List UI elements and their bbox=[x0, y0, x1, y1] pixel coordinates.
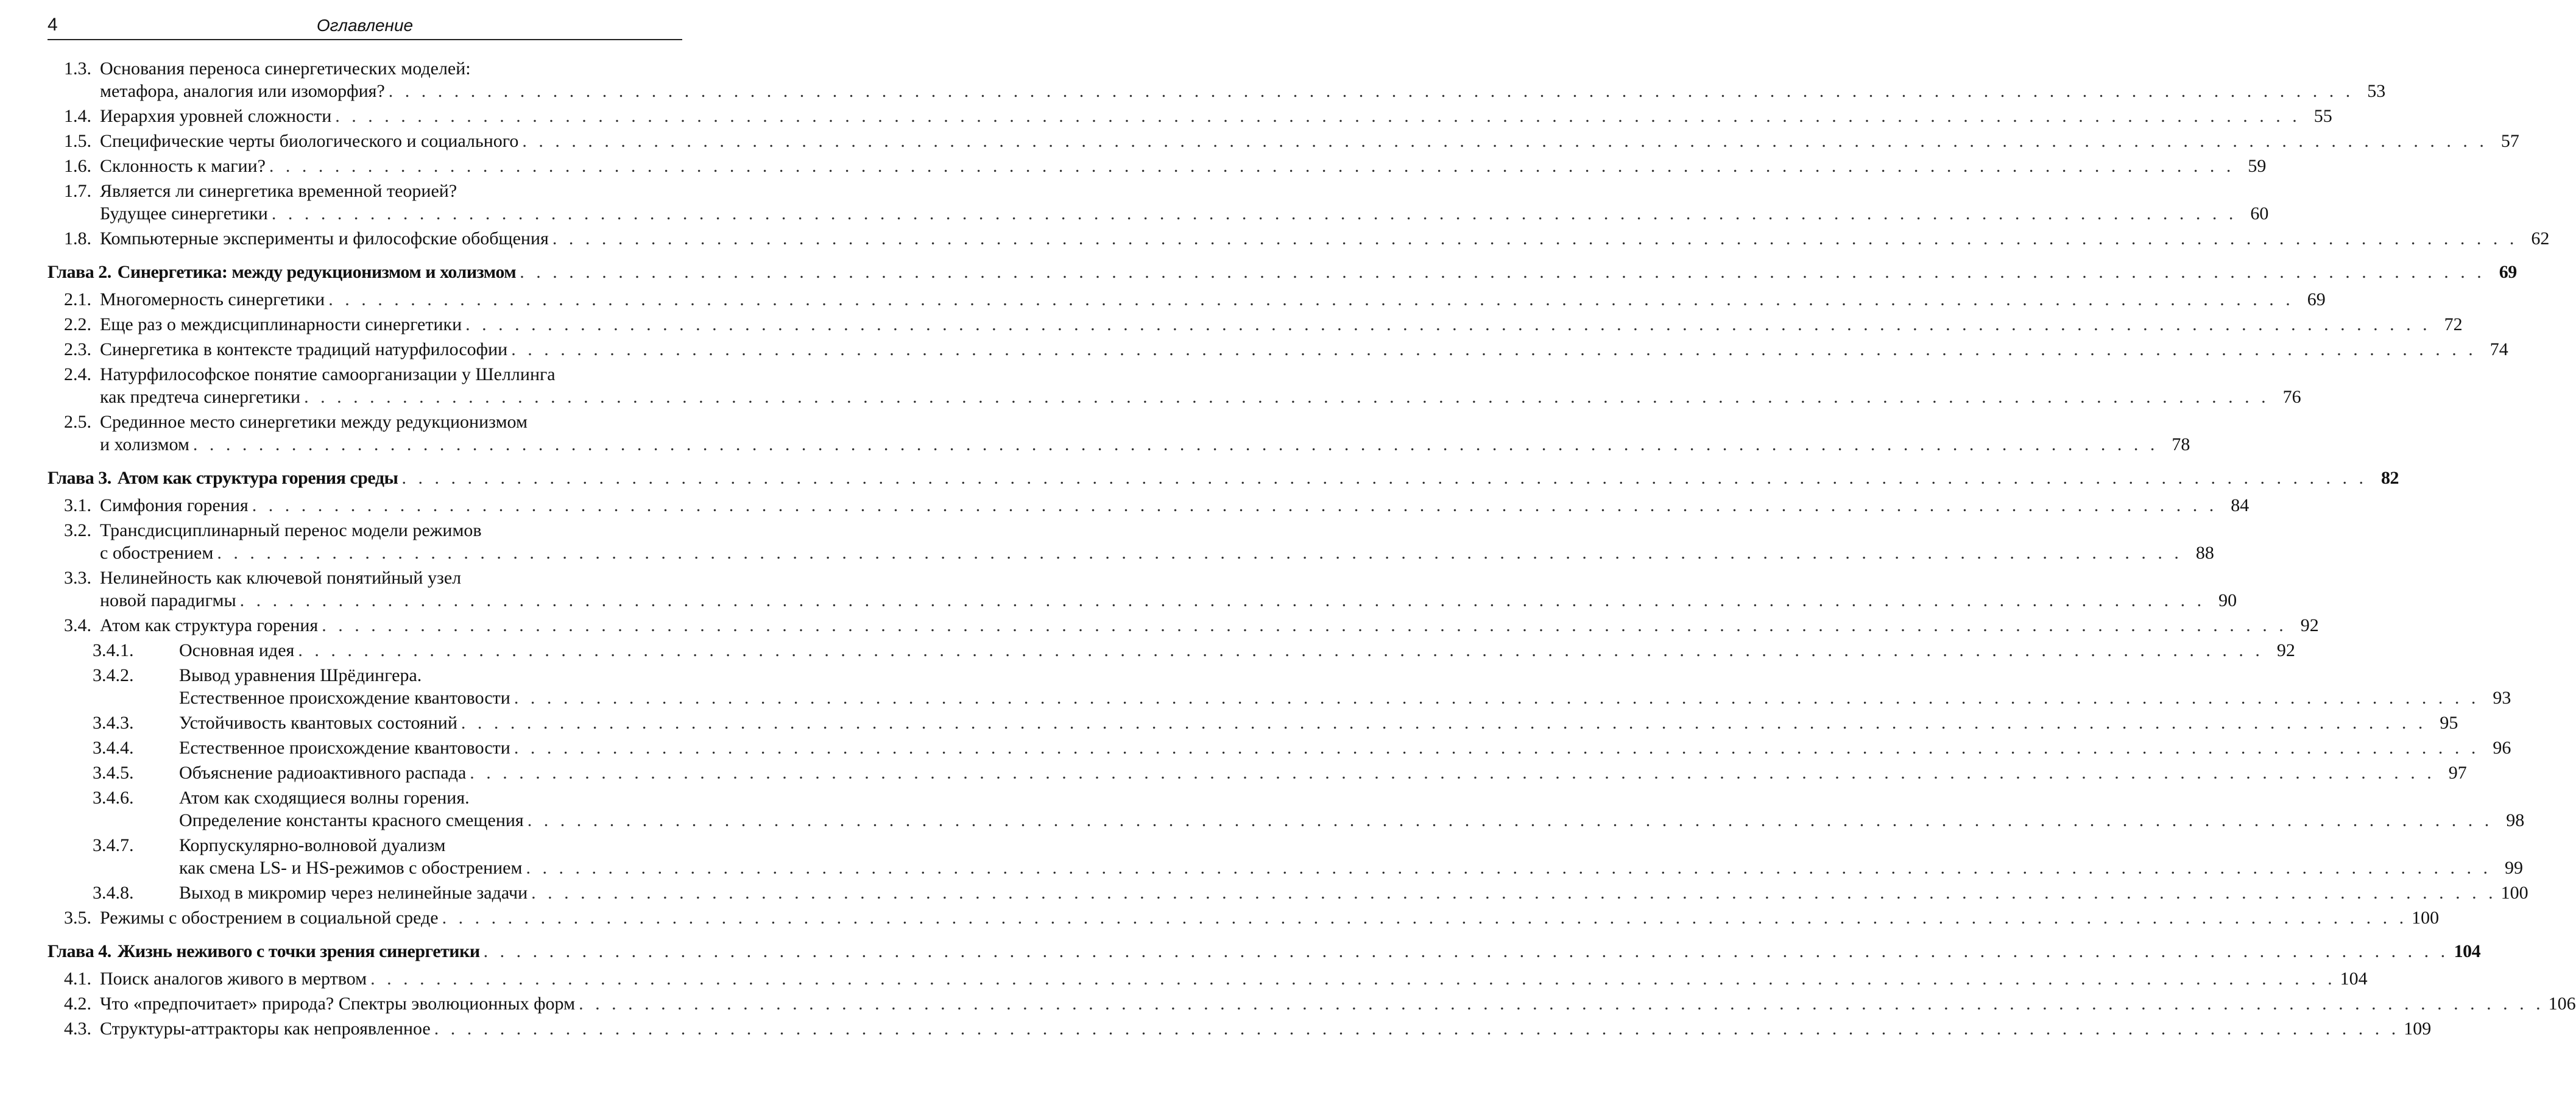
dot-leader: . . . . . . . . . . . . . . . . . . . . . . . . . . . . . . . . . . . . . . . . . . . . . . . . . . . . . . . . . . . . . . . . . . . . . . . . . . . . . . . . . . . . . . . . . . . . . . . . . . . . . . . . . . . . . . . . . . . . . . . . bbox=[370, 969, 2336, 989]
toc-entry-number: Глава 2. bbox=[48, 262, 111, 282]
toc-entry-line bbox=[117, 940, 2481, 963]
toc-entry-number: 3.1. bbox=[64, 495, 91, 515]
toc-subsection-entry[interactable] bbox=[48, 762, 2467, 784]
toc-entry-body bbox=[117, 940, 2481, 963]
toc-entry-number: 3.4.4. bbox=[93, 738, 134, 758]
toc-subsection-entry[interactable] bbox=[48, 882, 2528, 904]
toc-page-number: 109 bbox=[2404, 1019, 2432, 1039]
toc-page-number: 69 bbox=[2307, 289, 2326, 309]
toc-section-entry[interactable] bbox=[48, 288, 2326, 311]
toc-entry-line bbox=[100, 338, 2508, 361]
toc-entry-title: Еще раз о междисциплинарности синергетики bbox=[100, 314, 462, 334]
toc-entry-body bbox=[100, 155, 2267, 177]
toc-entry-number: 2.3. bbox=[64, 339, 91, 359]
running-head-title: Оглавление bbox=[316, 16, 414, 35]
toc-entry-number: 1.3. bbox=[64, 58, 91, 79]
toc-entry-body bbox=[179, 762, 2467, 784]
toc-entry-number: 2.4. bbox=[64, 364, 91, 384]
toc-entry-number: 3.3. bbox=[64, 568, 91, 588]
toc-entry-number: Глава 3. bbox=[48, 468, 111, 488]
toc-entry-number: 3.4.2. bbox=[93, 665, 134, 685]
toc-entry-title: Режимы с обострением в социальной среде bbox=[100, 908, 439, 928]
toc-entry-title: как предтеча синергетики bbox=[100, 387, 301, 407]
toc-chapter-entry[interactable] bbox=[48, 467, 2399, 489]
toc-entry-line bbox=[179, 882, 2528, 904]
toc-entry-line bbox=[100, 906, 2440, 929]
toc-section-entry[interactable] bbox=[48, 992, 2576, 1015]
toc-entry-number: 4.1. bbox=[64, 969, 91, 989]
toc-entry-line bbox=[100, 288, 2326, 311]
toc-entry-number: 3.4.6. bbox=[93, 788, 134, 808]
toc-entry-body bbox=[100, 57, 2386, 102]
toc-page-number: 93 bbox=[2493, 688, 2511, 708]
toc-entry-body bbox=[100, 519, 2214, 564]
toc-entry-body bbox=[179, 664, 2511, 709]
toc-page-number: 100 bbox=[2500, 883, 2528, 903]
dot-leader: . . . . . . . . . . . . . . . . . . . . . . . . . . . . . . . . . . . . . . . . . . . . . . . . . . . . . . . . . . . . . . . . . . . . . . . . . . . . . . . . . . . . . . . . . . . . . . . . . . . . . . . . . . . . . . . . . . . . . . . . bbox=[335, 106, 2301, 126]
toc-entry-number: 2.5. bbox=[64, 412, 91, 432]
toc-section-entry[interactable] bbox=[48, 130, 2519, 152]
toc-entry-line bbox=[100, 227, 2550, 250]
toc-page-number: 60 bbox=[2250, 203, 2269, 224]
toc-entry-body bbox=[179, 834, 2523, 879]
toc-entry-line bbox=[100, 433, 2190, 456]
toc-page-number: 69 bbox=[2499, 262, 2517, 282]
toc-entry-title: Синергетика в контексте традиций натурфилософии bbox=[100, 339, 508, 359]
toc-entry-line bbox=[179, 639, 2295, 662]
toc-entry-title-line: Трансдисциплинарный перенос модели режимов bbox=[100, 520, 482, 540]
toc-entry-body bbox=[179, 786, 2525, 832]
toc-entry-body bbox=[100, 494, 2250, 517]
toc-chapter-entry[interactable] bbox=[48, 261, 2517, 283]
toc-entry-title: Иерархия уровней сложности bbox=[100, 106, 332, 126]
toc-page-number: 97 bbox=[2448, 763, 2467, 783]
dot-leader: . . . . . . . . . . . . . . . . . . . . . . . . . . . . . . . . . . . . . . . . . . . . . . . . . . . . . . . . . . . . . . . . . . . . . . . . . . . . . . . . . . . . . . . . . . . . . . . . . . . . . . . . . . . . . . . . . . . . . . . . bbox=[442, 908, 2408, 928]
toc-entry-title: Устойчивость квантовых состояний bbox=[179, 713, 457, 733]
toc-entry-title: с обострением bbox=[100, 543, 214, 563]
toc-page-number: 84 bbox=[2231, 495, 2250, 515]
toc-page-number: 104 bbox=[2454, 941, 2481, 961]
toc-entry-line bbox=[179, 712, 2458, 734]
toc-section-entry[interactable] bbox=[48, 57, 2386, 102]
toc-entry-number: 1.8. bbox=[64, 228, 91, 249]
toc-entry-line bbox=[100, 1017, 2432, 1040]
toc-section-entry[interactable] bbox=[48, 338, 2508, 361]
toc-page-number: 106 bbox=[2548, 994, 2576, 1014]
toc-entry-title: Специфические черты биологического и социального bbox=[100, 131, 519, 151]
toc-entry-number: 4.3. bbox=[64, 1019, 91, 1039]
toc-entry-number: 2.2. bbox=[64, 314, 91, 334]
toc-entry-number: 1.7. bbox=[64, 181, 91, 201]
toc-entry-body bbox=[100, 363, 2301, 408]
dot-leader: . . . . . . . . . . . . . . . . . . . . . . . . . . . . . . . . . . . . . . . . . . . . . . . . . . . . . . . . . . . . . . . . . . . . . . . . . . . . . . . . . . . . . . . . . . . . . . . . . . . . . . . . . . . . . . . . . . . . . . . . bbox=[217, 543, 2183, 563]
toc-page-number: 104 bbox=[2340, 969, 2368, 989]
toc-entry-line bbox=[179, 762, 2467, 784]
dot-leader: . . . . . . . . . . . . . . . . . . . . . . . . . . . . . . . . . . . . . . . . . . . . . . . . . . . . . . . . . . . . . . . . . . . . . . . . . . . . . . . . . . . . . . . . . . . . . . . . . . . . . . . . . . . . . . . . . . . . . . . . bbox=[401, 468, 2367, 488]
toc-subsection-entry[interactable] bbox=[48, 639, 2295, 662]
toc-entry-line bbox=[100, 386, 2301, 408]
toc-entry-title: новой парадигмы bbox=[100, 590, 236, 610]
toc-entry-number: 3.5. bbox=[64, 908, 91, 928]
toc-entry-title: Атом как структура горения среды bbox=[117, 468, 398, 488]
toc-entry-line bbox=[100, 80, 2386, 102]
toc-section-entry[interactable] bbox=[48, 155, 2267, 177]
toc-page-number: 78 bbox=[2172, 434, 2190, 454]
toc-section-entry[interactable] bbox=[48, 227, 2550, 250]
toc-chapter-entry[interactable] bbox=[48, 940, 2481, 963]
toc-page-number: 99 bbox=[2504, 858, 2523, 878]
dot-leader: . . . . . . . . . . . . . . . . . . . . . . . . . . . . . . . . . . . . . . . . . . . . . . . . . . . . . . . . . . . . . . . . . . . . . . . . . . . . . . . . . . . . . . . . . . . . . . . . . . . . . . . . . . . . . . . . . . . . . . . . bbox=[322, 615, 2287, 635]
toc-section-entry[interactable] bbox=[48, 180, 2269, 225]
toc-entry-title: Объяснение радиоактивного распада bbox=[179, 763, 467, 783]
toc-entry-title-line: Вывод уравнения Шрёдингера. bbox=[179, 665, 422, 685]
toc-section-entry[interactable] bbox=[48, 363, 2301, 408]
dot-leader: . . . . . . . . . . . . . . . . . . . . . . . . . . . . . . . . . . . . . . . . . . . . . . . . . . . . . . . . . . . . . . . . . . . . . . . . . . . . . . . . . . . . . . . . . . . . . . . . . . . . . . . . . . . . . . . . . . . . . . . . bbox=[520, 262, 2485, 282]
toc-entry-line bbox=[100, 202, 2269, 225]
toc-entry-title: Поиск аналогов живого в мертвом bbox=[100, 969, 367, 989]
table-of-contents bbox=[48, 57, 2576, 1042]
dot-leader: . . . . . . . . . . . . . . . . . . . . . . . . . . . . . . . . . . . . . . . . . . . . . . . . . . . . . . . . . . . . . . . . . . . . . . . . . . . . . . . . . . . . . . . . . . . . . . . . . . . . . . . . . . . . . . . . . . . . . . . . bbox=[522, 131, 2488, 151]
toc-entry-body bbox=[100, 614, 2319, 637]
toc-entry-body bbox=[100, 411, 2190, 456]
toc-page-number: 88 bbox=[2195, 543, 2214, 563]
toc-entry-title: метафора, аналогия или изоморфия? bbox=[100, 81, 385, 101]
toc-entry-title-line: Срединное место синергетики между редукционизмом bbox=[100, 412, 528, 432]
toc-entry-title: Естественное происхождение квантовости bbox=[179, 688, 510, 708]
toc-entry-body bbox=[100, 180, 2269, 225]
dot-leader: . . . . . . . . . . . . . . . . . . . . . . . . . . . . . . . . . . . . . . . . . . . . . . . . . . . . . . . . . . . . . . . . . . . . . . . . . . . . . . . . . . . . . . . . . . . . . . . . . . . . . . . . . . . . . . . . . . . . . . . . bbox=[513, 688, 2480, 708]
toc-entry-body bbox=[100, 130, 2519, 152]
dot-leader: . . . . . . . . . . . . . . . . . . . . . . . . . . . . . . . . . . . . . . . . . . . . . . . . . . . . . . . . . . . . . . . . . . . . . . . . . . . . . . . . . . . . . . . . . . . . . . . . . . . . . . . . . . . . . . . . . . . . . . . . bbox=[271, 203, 2237, 224]
toc-entry-body bbox=[100, 227, 2550, 250]
toc-page-number: 100 bbox=[2412, 908, 2440, 928]
toc-entry-title: Основная идея bbox=[179, 640, 295, 660]
toc-entry-line bbox=[100, 589, 2237, 612]
dot-leader: . . . . . . . . . . . . . . . . . . . . . . . . . . . . . . . . . . . . . . . . . . . . . . . . . . . . . . . . . . . . . . . . . . . . . . . . . . . . . . . . . . . . . . . . . . . . . . . . . . . . . . . . . . . . . . . . . . . . . . . . bbox=[304, 387, 2270, 407]
toc-entry-line bbox=[100, 542, 2214, 564]
toc-entry-title: Синергетика: между редукционизмом и холизмом bbox=[117, 262, 517, 282]
toc-entry-number: 1.6. bbox=[64, 156, 91, 176]
toc-entry-body bbox=[100, 313, 2463, 336]
toc-entry-body bbox=[100, 567, 2237, 612]
toc-section-entry[interactable] bbox=[48, 105, 2332, 127]
toc-entry-number: 4.2. bbox=[64, 994, 91, 1014]
toc-section-entry[interactable] bbox=[48, 614, 2319, 637]
toc-page-number: 72 bbox=[2444, 314, 2463, 334]
toc-entry-number: 3.2. bbox=[64, 520, 91, 540]
toc-entry-number: 3.4.5. bbox=[93, 763, 134, 783]
toc-entry-body bbox=[100, 288, 2326, 311]
toc-entry-line bbox=[100, 130, 2519, 152]
toc-entry-line bbox=[117, 261, 2517, 283]
toc-entry-title-line: Нелинейность как ключевой понятийный узел bbox=[100, 568, 462, 588]
toc-subsection-entry[interactable] bbox=[48, 786, 2525, 832]
toc-entry-number: 2.1. bbox=[64, 289, 91, 309]
toc-entry-title: Атом как структура горения bbox=[100, 615, 319, 635]
toc-entry-line bbox=[179, 857, 2523, 879]
toc-entry-title-line: Натурфилософское понятие самоорганизации у Шеллинга bbox=[100, 364, 556, 384]
toc-section-entry[interactable] bbox=[48, 519, 2214, 564]
toc-page-number: 57 bbox=[2500, 131, 2519, 151]
toc-entry-line bbox=[100, 967, 2368, 990]
toc-entry-title: Компьютерные эксперименты и философские обобщения bbox=[100, 228, 549, 249]
toc-entry-title-line: Корпускулярно-волновой дуализм bbox=[179, 835, 446, 855]
toc-section-entry[interactable] bbox=[48, 411, 2190, 456]
toc-entry-title: Естественное происхождение квантовости bbox=[179, 738, 510, 758]
toc-entry-body bbox=[117, 467, 2399, 489]
toc-entry-body bbox=[100, 992, 2576, 1015]
toc-entry-title: Что «предпочитает» природа? Спектры эволюционных форм bbox=[100, 994, 576, 1014]
toc-page-number: 95 bbox=[2440, 713, 2458, 733]
toc-page-number: 92 bbox=[2300, 615, 2319, 635]
toc-entry-number: 1.4. bbox=[64, 106, 91, 126]
toc-entry-title: Склонность к магии? bbox=[100, 156, 266, 176]
page-number: 4 bbox=[48, 15, 58, 35]
dot-leader: . . . . . . . . . . . . . . . . . . . . . . . . . . . . . . . . . . . . . . . . . . . . . . . . . . . . . . . . . . . . . . . . . . . . . . . . . . . . . . . . . . . . . . . . . . . . . . . . . . . . . . . . . . . . . . . . . . . . . . . . bbox=[269, 156, 2235, 176]
toc-subsection-entry[interactable] bbox=[48, 664, 2511, 709]
toc-section-entry[interactable] bbox=[48, 906, 2440, 929]
toc-entry-number: 3.4.8. bbox=[93, 883, 134, 903]
dot-leader: . . . . . . . . . . . . . . . . . . . . . . . . . . . . . . . . . . . . . . . . . . . . . . . . . . . . . . . . . . . . . . . . . . . . . . . . . . . . . . . . . . . . . . . . . . . . . . . . . . . . . . . . . . . . . . . . . . . . . . . . bbox=[328, 289, 2294, 309]
toc-section-entry[interactable] bbox=[48, 494, 2250, 517]
toc-subsection-entry[interactable] bbox=[48, 712, 2458, 734]
toc-page-number: 96 bbox=[2493, 738, 2511, 758]
dot-leader: . . . . . . . . . . . . . . . . . . . . . . . . . . . . . . . . . . . . . . . . . . . . . . . . . . . . . . . . . . . . . . . . . . . . . . . . . . . . . . . . . . . . . . . . . . . . . . . . . . . . . . . . . . . . . . . . . . . . . . . . bbox=[483, 941, 2449, 961]
toc-entry-body bbox=[117, 261, 2517, 283]
toc-entry-line bbox=[100, 992, 2576, 1015]
toc-entry-body bbox=[179, 712, 2458, 734]
toc-entry-body bbox=[100, 1017, 2432, 1040]
toc-entry-body bbox=[100, 967, 2368, 990]
toc-section-entry[interactable] bbox=[48, 967, 2368, 990]
toc-entry-line bbox=[100, 313, 2463, 336]
toc-page-number: 55 bbox=[2313, 106, 2332, 126]
toc-entry-title-line: Является ли синергетика временной теорией? bbox=[100, 181, 457, 201]
toc-page-number: 76 bbox=[2282, 387, 2301, 407]
toc-entry-title-line: Основания переноса синергетических моделей: bbox=[100, 58, 471, 79]
toc-entry-line bbox=[179, 809, 2525, 832]
running-head bbox=[48, 13, 682, 40]
toc-entry-title: Симфония горения bbox=[100, 495, 249, 515]
toc-entry-line bbox=[100, 105, 2332, 127]
toc-entry-body bbox=[100, 338, 2508, 361]
toc-entry-body bbox=[100, 105, 2332, 127]
toc-entry-title: Выход в микромир через нелинейные задачи bbox=[179, 883, 528, 903]
dot-leader: . . . . . . . . . . . . . . . . . . . . . . . . . . . . . . . . . . . . . . . . . . . . . . . . . . . . . . . . . . . . . . . . . . . . . . . . . . . . . . . . . . . . . . . . . . . . . . . . . . . . . . . . . . . . . . . . . . . . . . . . bbox=[461, 713, 2427, 733]
toc-entry-body bbox=[179, 639, 2295, 662]
toc-entry-number: Глава 4. bbox=[48, 941, 111, 961]
toc-page-number: 62 bbox=[2531, 228, 2550, 249]
toc-subsection-entry[interactable] bbox=[48, 834, 2523, 879]
dot-leader: . . . . . . . . . . . . . . . . . . . . . . . . . . . . . . . . . . . . . . . . . . . . . . . . . . . . . . . . . . . . . . . . . . . . . . . . . . . . . . . . . . . . . . . . . . . . . . . . . . . . . . . . . . . . . . . . . . . . . . . . bbox=[192, 434, 2159, 454]
dot-leader: . . . . . . . . . . . . . . . . . . . . . . . . . . . . . . . . . . . . . . . . . . . . . . . . . . . . . . . . . . . . . . . . . . . . . . . . . . . . . . . . . . . . . . . . . . . . . . . . . . . . . . . . . . . . . . . . . . . . . . . . bbox=[531, 883, 2497, 903]
toc-entry-line bbox=[179, 737, 2511, 759]
dot-leader: . . . . . . . . . . . . . . . . . . . . . . . . . . . . . . . . . . . . . . . . . . . . . . . . . . . . . . . . . . . . . . . . . . . . . . . . . . . . . . . . . . . . . . . . . . . . . . . . . . . . . . . . . . . . . . . . . . . . . . . . bbox=[465, 314, 2431, 334]
toc-entry-line bbox=[117, 467, 2399, 489]
dot-leader: . . . . . . . . . . . . . . . . . . . . . . . . . . . . . . . . . . . . . . . . . . . . . . . . . . . . . . . . . . . . . . . . . . . . . . . . . . . . . . . . . . . . . . . . . . . . . . . . . . . . . . . . . . . . . . . . . . . . . . . . bbox=[470, 763, 2435, 783]
toc-entry-body bbox=[100, 906, 2440, 929]
toc-entry-title: Многомерность синергетики bbox=[100, 289, 325, 309]
toc-page-number: 53 bbox=[2367, 81, 2386, 101]
toc-page-number: 74 bbox=[2490, 339, 2508, 359]
toc-entry-body bbox=[179, 737, 2511, 759]
toc-page-number: 90 bbox=[2218, 590, 2237, 610]
dot-leader: . . . . . . . . . . . . . . . . . . . . . . . . . . . . . . . . . . . . . . . . . . . . . . . . . . . . . . . . . . . . . . . . . . . . . . . . . . . . . . . . . . . . . . . . . . . . . . . . . . . . . . . . . . . . . . . . . . . . . . . . bbox=[434, 1019, 2400, 1039]
toc-section-entry[interactable] bbox=[48, 567, 2237, 612]
dot-leader: . . . . . . . . . . . . . . . . . . . . . . . . . . . . . . . . . . . . . . . . . . . . . . . . . . . . . . . . . . . . . . . . . . . . . . . . . . . . . . . . . . . . . . . . . . . . . . . . . . . . . . . . . . . . . . . . . . . . . . . . bbox=[527, 810, 2493, 830]
dot-leader: . . . . . . . . . . . . . . . . . . . . . . . . . . . . . . . . . . . . . . . . . . . . . . . . . . . . . . . . . . . . . . . . . . . . . . . . . . . . . . . . . . . . . . . . . . . . . . . . . . . . . . . . . . . . . . . . . . . . . . . . bbox=[298, 640, 2264, 660]
toc-page-number: 98 bbox=[2506, 810, 2525, 830]
toc-entry-number: 3.4.7. bbox=[93, 835, 134, 855]
toc-entry-number: 3.4. bbox=[64, 615, 91, 635]
toc-entry-body bbox=[179, 882, 2528, 904]
toc-entry-title: Жизнь неживого с точки зрения синергетики bbox=[117, 941, 480, 961]
dot-leader: . . . . . . . . . . . . . . . . . . . . . . . . . . . . . . . . . . . . . . . . . . . . . . . . . . . . . . . . . . . . . . . . . . . . . . . . . . . . . . . . . . . . . . . . . . . . . . . . . . . . . . . . . . . . . . . . . . . . . . . . bbox=[526, 858, 2491, 878]
toc-page-number: 82 bbox=[2380, 468, 2399, 488]
dot-leader: . . . . . . . . . . . . . . . . . . . . . . . . . . . . . . . . . . . . . . . . . . . . . . . . . . . . . . . . . . . . . . . . . . . . . . . . . . . . . . . . . . . . . . . . . . . . . . . . . . . . . . . . . . . . . . . . . . . . . . . . bbox=[579, 994, 2544, 1014]
toc-entry-title: Структуры-аттракторы как непроявленное bbox=[100, 1019, 431, 1039]
toc-entry-line bbox=[100, 494, 2250, 517]
dot-leader: . . . . . . . . . . . . . . . . . . . . . . . . . . . . . . . . . . . . . . . . . . . . . . . . . . . . . . . . . . . . . . . . . . . . . . . . . . . . . . . . . . . . . . . . . . . . . . . . . . . . . . . . . . . . . . . . . . . . . . . . bbox=[388, 81, 2354, 101]
toc-entry-title: как смена LS- и HS-режимов с обострением bbox=[179, 858, 523, 878]
dot-leader: . . . . . . . . . . . . . . . . . . . . . . . . . . . . . . . . . . . . . . . . . . . . . . . . . . . . . . . . . . . . . . . . . . . . . . . . . . . . . . . . . . . . . . . . . . . . . . . . . . . . . . . . . . . . . . . . . . . . . . . . bbox=[511, 339, 2477, 359]
toc-entry-title-line: Атом как сходящиеся волны горения. bbox=[179, 788, 470, 808]
toc-section-entry[interactable] bbox=[48, 313, 2463, 336]
dot-leader: . . . . . . . . . . . . . . . . . . . . . . . . . . . . . . . . . . . . . . . . . . . . . . . . . . . . . . . . . . . . . . . . . . . . . . . . . . . . . . . . . . . . . . . . . . . . . . . . . . . . . . . . . . . . . . . . . . . . . . . . bbox=[239, 590, 2206, 610]
dot-leader: . . . . . . . . . . . . . . . . . . . . . . . . . . . . . . . . . . . . . . . . . . . . . . . . . . . . . . . . . . . . . . . . . . . . . . . . . . . . . . . . . . . . . . . . . . . . . . . . . . . . . . . . . . . . . . . . . . . . . . . . bbox=[552, 228, 2518, 249]
toc-section-entry[interactable] bbox=[48, 1017, 2432, 1040]
toc-subsection-entry[interactable] bbox=[48, 737, 2511, 759]
dot-leader: . . . . . . . . . . . . . . . . . . . . . . . . . . . . . . . . . . . . . . . . . . . . . . . . . . . . . . . . . . . . . . . . . . . . . . . . . . . . . . . . . . . . . . . . . . . . . . . . . . . . . . . . . . . . . . . . . . . . . . . . bbox=[513, 738, 2480, 758]
toc-entry-title: и холизмом bbox=[100, 434, 189, 454]
toc-entry-title: Определение константы красного смещения bbox=[179, 810, 524, 830]
toc-entry-line bbox=[100, 614, 2319, 637]
toc-entry-number: 3.4.3. bbox=[93, 713, 134, 733]
toc-page-number: 59 bbox=[2248, 156, 2267, 176]
dot-leader: . . . . . . . . . . . . . . . . . . . . . . . . . . . . . . . . . . . . . . . . . . . . . . . . . . . . . . . . . . . . . . . . . . . . . . . . . . . . . . . . . . . . . . . . . . . . . . . . . . . . . . . . . . . . . . . . . . . . . . . . bbox=[252, 495, 2218, 515]
toc-entry-number: 1.5. bbox=[64, 131, 91, 151]
toc-entry-line bbox=[100, 155, 2267, 177]
toc-entry-line bbox=[179, 687, 2511, 709]
toc-page-number: 92 bbox=[2276, 640, 2295, 660]
toc-entry-title: Будущее синергетики bbox=[100, 203, 268, 224]
toc-entry-number: 3.4.1. bbox=[93, 640, 134, 660]
